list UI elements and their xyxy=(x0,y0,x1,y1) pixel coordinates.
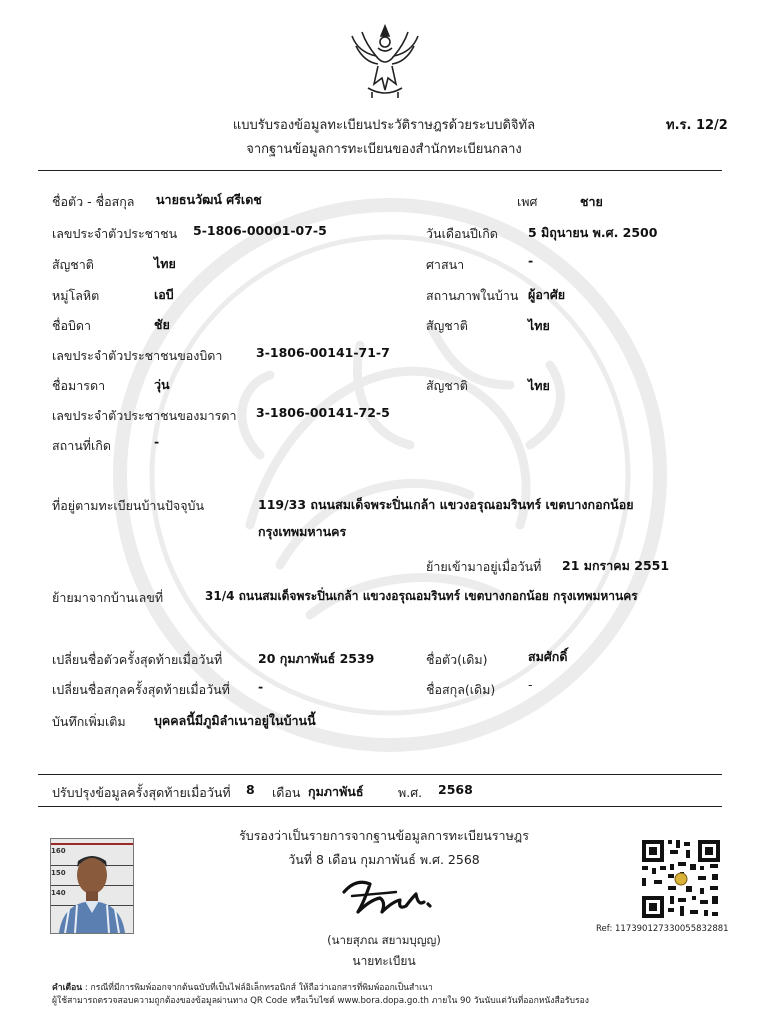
birthplace-label: สถานที่เกิด xyxy=(52,438,111,453)
movein-value: 21 มกราคม 2551 xyxy=(562,558,670,573)
height-mark-150: 150 xyxy=(51,869,66,877)
signer-name: (นายสุภณ สยามบุญญ) xyxy=(327,933,441,947)
old-surname-value: - xyxy=(528,677,533,692)
mother-label: ชื่อมารดา xyxy=(52,378,106,393)
father-id-value: 3-1806-00141-71-7 xyxy=(256,345,390,360)
sex-label: เพศ xyxy=(517,194,538,209)
signer-title: นายทะเบียน xyxy=(352,954,416,968)
old-firstname-value: สมศักดิ์ xyxy=(528,649,568,664)
last-update-month-label: เดือน xyxy=(272,785,301,800)
old-surname-label: ชื่อสกุล(เดิม) xyxy=(426,682,496,697)
dob-label: วันเดือนปีเกิด xyxy=(426,226,498,241)
current-address-line1: 119/33 ถนนสมเด็จพระปิ่นเกล้า แขวงอรุณอมรินทร์ เขตบางกอกน้อย xyxy=(258,497,634,512)
sex-value: ชาย xyxy=(580,194,603,209)
mother-id-label: เลขประจำตัวประชาชนของมารดา xyxy=(52,408,237,423)
father-id-label: เลขประจำตัวประชาชนของบิดา xyxy=(52,348,223,363)
verification-note: ผู้ใช้สามารถตรวจสอบความถูกต้องของข้อมูลผ่านทาง QR Code หรือเว็บไซต์ www.bora.dopa.go.th ภายใน 90 วันนับแต่วันที่ออกหนังสือรับรอง xyxy=(52,996,589,1006)
registrar-signature-icon xyxy=(336,872,446,922)
nationality-label: สัญชาติ xyxy=(52,257,94,272)
firstname-change-value: 20 กุมภาพันธ์ 2539 xyxy=(258,651,375,666)
warning-text: : กรณีที่มีการพิมพ์ออกจากต้นฉบับที่เป็นไฟล์อิเล็กทรอนิกส์ ให้ถือว่าเอกสารที่พิมพ์ออกเป็นสำเนา xyxy=(82,983,433,993)
document-subtitle: จากฐานข้อมูลการทะเบียนของสำนักทะเบียนกลาง xyxy=(246,142,522,157)
blood-label: หมู่โลหิต xyxy=(52,288,100,303)
verification-qr-code-icon[interactable] xyxy=(640,838,722,920)
nationality-value: ไทย xyxy=(154,256,176,271)
warning-label: คำเตือน xyxy=(52,983,83,993)
reference-number: Ref: 117390127330055832881 xyxy=(596,924,729,934)
id-value: 5-1806-00001-07-5 xyxy=(193,223,327,238)
birthplace-value: - xyxy=(154,434,160,449)
dob-value: 5 มิถุนายน พ.ศ. 2500 xyxy=(528,225,658,240)
moved-from-value: 31/4 ถนนสมเด็จพระปิ่นเกล้า แขวงอรุณอมรินทร์ เขตบางกอกน้อย กรุงเทพมหานคร xyxy=(205,589,638,603)
last-update-day: 8 xyxy=(246,782,255,797)
current-address-label: ที่อยู่ตามทะเบียนบ้านปัจจุบัน xyxy=(52,498,205,513)
header-divider xyxy=(38,170,722,171)
last-update-year: 2568 xyxy=(438,782,473,797)
religion-value: - xyxy=(528,253,534,268)
warning-note xyxy=(52,980,433,994)
name-value: นายธนวัฒน์ ศรีเดช xyxy=(156,192,262,207)
update-bottom-divider xyxy=(38,806,722,807)
document-title: แบบรับรองข้อมูลทะเบียนประวัติราษฎรด้วยระบบดิจิทัล xyxy=(232,118,536,133)
height-mark-140: 140 xyxy=(51,889,66,897)
last-update-label: ปรับปรุงข้อมูลครั้งสุดท้ายเมื่อวันที่ xyxy=(52,785,231,800)
last-update-year-label: พ.ศ. xyxy=(398,785,423,800)
father-label: ชื่อบิดา xyxy=(52,318,92,333)
note-value: บุคคลนี้มีภูมิลำเนาอยู่ในบ้านนี้ xyxy=(154,713,316,728)
blood-value: เอบี xyxy=(154,287,174,302)
garuda-emblem-icon xyxy=(348,22,422,100)
certification-line1: รับรองว่าเป็นรายการจากฐานข้อมูลการทะเบียนราษฎร xyxy=(239,828,529,843)
father-value: ชัย xyxy=(154,317,170,332)
old-firstname-label: ชื่อตัว(เดิม) xyxy=(426,652,488,667)
father-nationality-value: ไทย xyxy=(528,318,550,333)
surname-change-value: - xyxy=(258,679,264,694)
moved-from-label: ย้ายมาจากบ้านเลขที่ xyxy=(52,590,164,605)
form-code: ท.ร. 12/2 xyxy=(666,118,728,133)
certification-date: วันที่ 8 เดือน กุมภาพันธ์ พ.ศ. 2568 xyxy=(288,852,480,867)
status-value: ผู้อาศัย xyxy=(528,287,566,302)
current-address-line2: กรุงเทพมหานคร xyxy=(258,524,347,539)
father-nationality-label: สัญชาติ xyxy=(426,318,468,333)
mother-value: วุ่น xyxy=(154,377,170,392)
movein-label: ย้ายเข้ามาอยู่เมื่อวันที่ xyxy=(426,559,542,574)
name-label: ชื่อตัว - ชื่อสกุล xyxy=(52,194,135,209)
firstname-change-label: เปลี่ยนชื่อตัวครั้งสุดท้ายเมื่อวันที่ xyxy=(52,652,223,667)
id-label: เลขประจำตัวประชาชน xyxy=(52,226,178,241)
mother-nationality-value: ไทย xyxy=(528,378,550,393)
status-label: สถานภาพในบ้าน xyxy=(426,288,519,303)
religion-label: ศาสนา xyxy=(426,257,465,272)
height-mark-160: 160 xyxy=(51,847,66,855)
surname-change-label: เปลี่ยนชื่อสกุลครั้งสุดท้ายเมื่อวันที่ xyxy=(52,682,230,697)
watermark-seal-icon xyxy=(110,195,670,755)
last-update-month: กุมภาพันธ์ xyxy=(308,784,364,799)
mother-nationality-label: สัญชาติ xyxy=(426,378,468,393)
update-top-divider xyxy=(38,774,722,775)
note-label: บันทึกเพิ่มเติม xyxy=(52,714,126,729)
mother-id-value: 3-1806-00141-72-5 xyxy=(256,405,390,420)
